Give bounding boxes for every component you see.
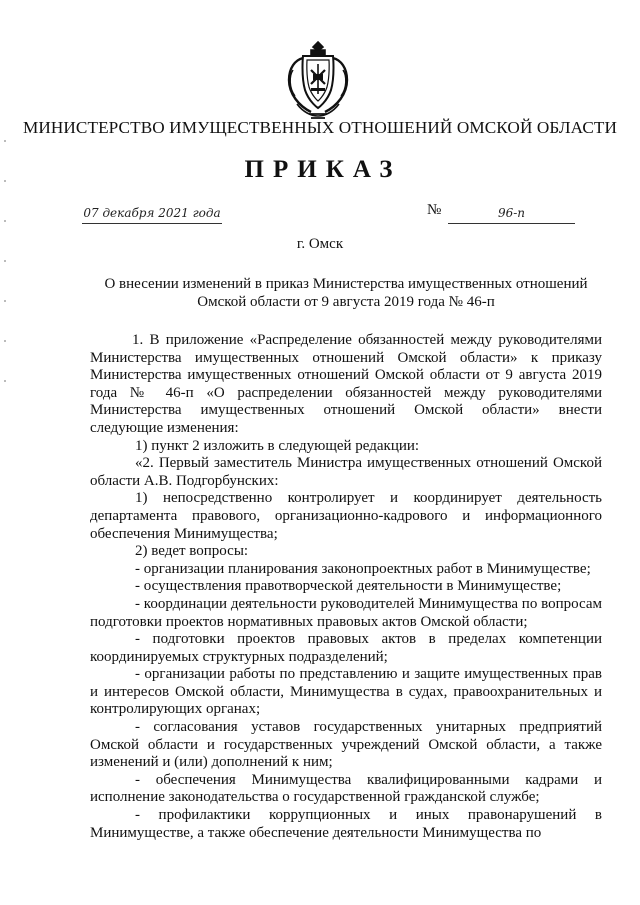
paragraph: 1. В приложение «Распределение обязанностей между руководителями Министерства имущественных отношений Омской области» к приказу Министерства имущественных отношений Омской области от 9 августа 2019 года № 46-п «О распределении обязанностей между руководителями Министерства имущественных отношений Омской области» внести следующие изменения: xyxy=(90,332,602,436)
paragraph: - координации деятельности руководителей Минимущества по вопросам подготовки проектов нормативных правовых актов Омской области; xyxy=(90,595,602,630)
paragraph: - организации работы по представлению и защите имущественных прав и интересов Омской области, Минимущества в судах, правоохранительных и контролирующих органах; xyxy=(90,666,602,718)
paragraph: 1) непосредственно контролирует и координирует деятельность департамента правового, организационно-кадрового и информационного обеспечения Минимущества; xyxy=(90,490,602,542)
paragraph: 2) ведет вопросы: xyxy=(135,543,249,560)
order-subject xyxy=(90,275,602,311)
order-date-handwritten: 07 декабря 2021 года xyxy=(82,203,222,224)
paragraph: - согласования уставов государственных унитарных предприятий Омской области и государственных учреждений Омской области, а также изменений и (или) дополнений к ним; xyxy=(90,719,602,771)
paragraph: - профилактики коррупционных и иных правонарушений в Минимуществе, а также обеспечение деятельности Минимущества по xyxy=(90,807,602,841)
scan-margin-marks xyxy=(4,140,8,440)
paragraph: - подготовки проектов правовых актов в пределах компетенции координируемых структурных подразделений; xyxy=(90,631,602,665)
order-number-label: № xyxy=(427,202,442,218)
ministry-title: МИНИСТЕРСТВО ИМУЩЕСТВЕННЫХ ОТНОШЕНИЙ ОМСКОЙ ОБЛАСТИ xyxy=(23,118,617,137)
paragraph: 1) пункт 2 изложить в следующей редакции: xyxy=(135,437,420,454)
coat-of-arms-icon xyxy=(281,40,355,122)
paragraph: - обеспечения Минимущества квалифицированными кадрами и исполнение законодательства о государственной гражданской службе; xyxy=(90,771,602,806)
paragraph: «2. Первый заместитель Министра имущественных отношений Омской области А.В. Подгорбунских: xyxy=(90,455,602,489)
order-number-handwritten: 96-п xyxy=(448,203,575,224)
paragraph: - осуществления правотворческой деятельности в Минимуществе; xyxy=(135,578,562,595)
order-body xyxy=(90,332,602,842)
paragraph: - организации планирования законопроектных работ в Минимуществе; xyxy=(135,560,591,577)
subject-line: О внесении изменений в приказ Министерства имущественных отношений xyxy=(104,276,588,292)
subject-line: Омской области от 9 августа 2019 года № 46-п xyxy=(197,294,495,310)
city-line: г. Омск xyxy=(296,236,344,252)
document-type-title: ПРИКАЗ xyxy=(244,156,402,183)
